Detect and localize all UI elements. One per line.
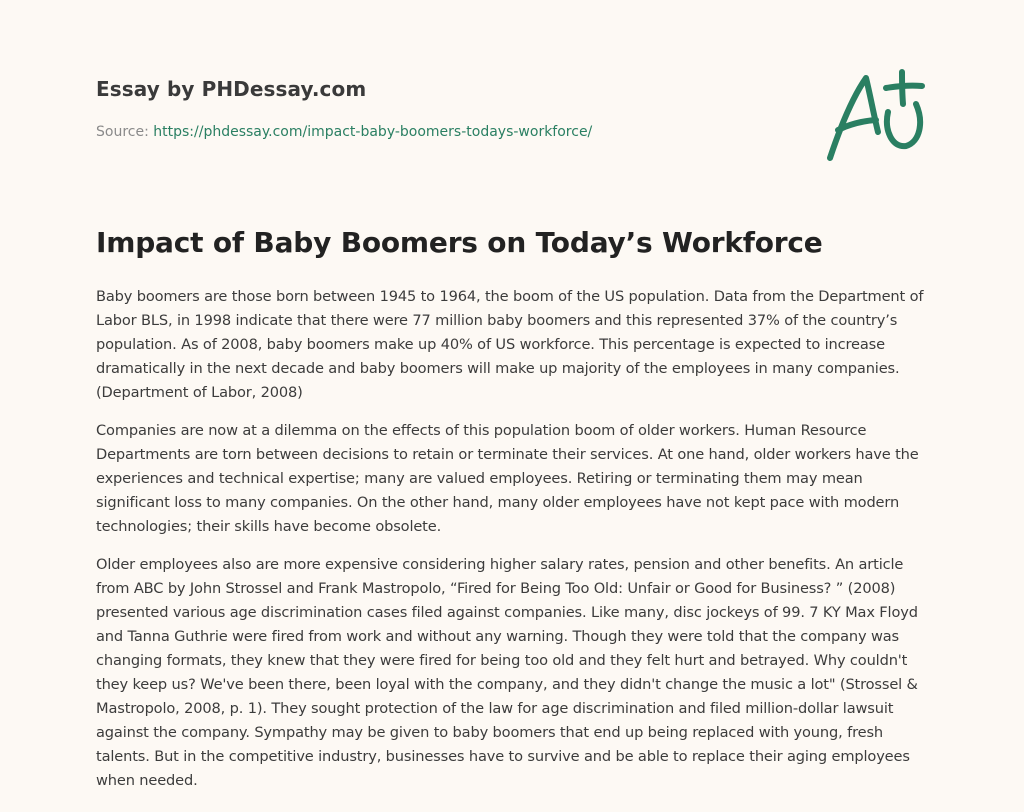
essay-paragraph: Baby boomers are those born between 1945 to 1964, the boom of the US population. Data from the Department of Labor BLS, in 1998 indicate that there were 77 million baby boomers and this represented 37% of the country’s population. As of 2008, baby boomers make up 40% of US workforce. This percentage is expected to increase dramatically in the next decade and baby boomers will make up majority of the employees in many companies. (Department of Labor, 2008) <box>96 288 924 401</box>
essay-body <box>96 285 928 807</box>
source-label: Source: <box>96 124 154 140</box>
logo-plus-horizontal <box>886 86 922 88</box>
source-line <box>96 124 592 140</box>
logo-swoop <box>887 104 920 146</box>
essay-title: Impact of Baby Boomers on Today’s Workforce <box>96 226 823 259</box>
a-plus-grade-icon <box>822 66 930 166</box>
source-link[interactable]: https://phdessay.com/impact-baby-boomers-todays-workforce/ <box>153 124 593 140</box>
essay-paragraph: Companies are now at a dilemma on the effects of this population boom of older workers. Human Resource Departments are torn between decisions to retain or terminate their services. At one hand, older workers have the experiences and technical expertise; many are valued employees. Retiring or terminating them may mean significant loss to many companies. On the other hand, many older employees have not kept pace with modern technologies; their skills have become obsolete. <box>96 422 919 535</box>
essay-paragraph: Older employees also are more expensive considering higher salary rates, pension and other benefits. An article from ABC by John Strossel and Frank Mastropolo, “Fired for Being Too Old: Unfair or Good for Business? ” (2008) presented various age discrimination cases filed against companies. Like many, disc jockeys of 99. 7 KY Max Floyd and Tanna Guthrie were fired from work and without any warning. Though they were told that the company was changing formats, they knew that they were fired for being too old and they felt hurt and betrayed. Why couldn't they keep us? We've been there, been loyal with the company, and they didn't change the music a lot" (Strossel & Mastropolo, 2008, p. 1). They sought protection of the law for age discrimination and filed million-dollar lawsuit against the company. Sympathy may be given to baby boomers that end up being replaced with young, fresh talents. But in the competitive industry, businesses have to survive and be able to replace their aging employees when needed. <box>96 556 918 789</box>
site-brand: Essay by PHDessay.com <box>96 77 367 101</box>
